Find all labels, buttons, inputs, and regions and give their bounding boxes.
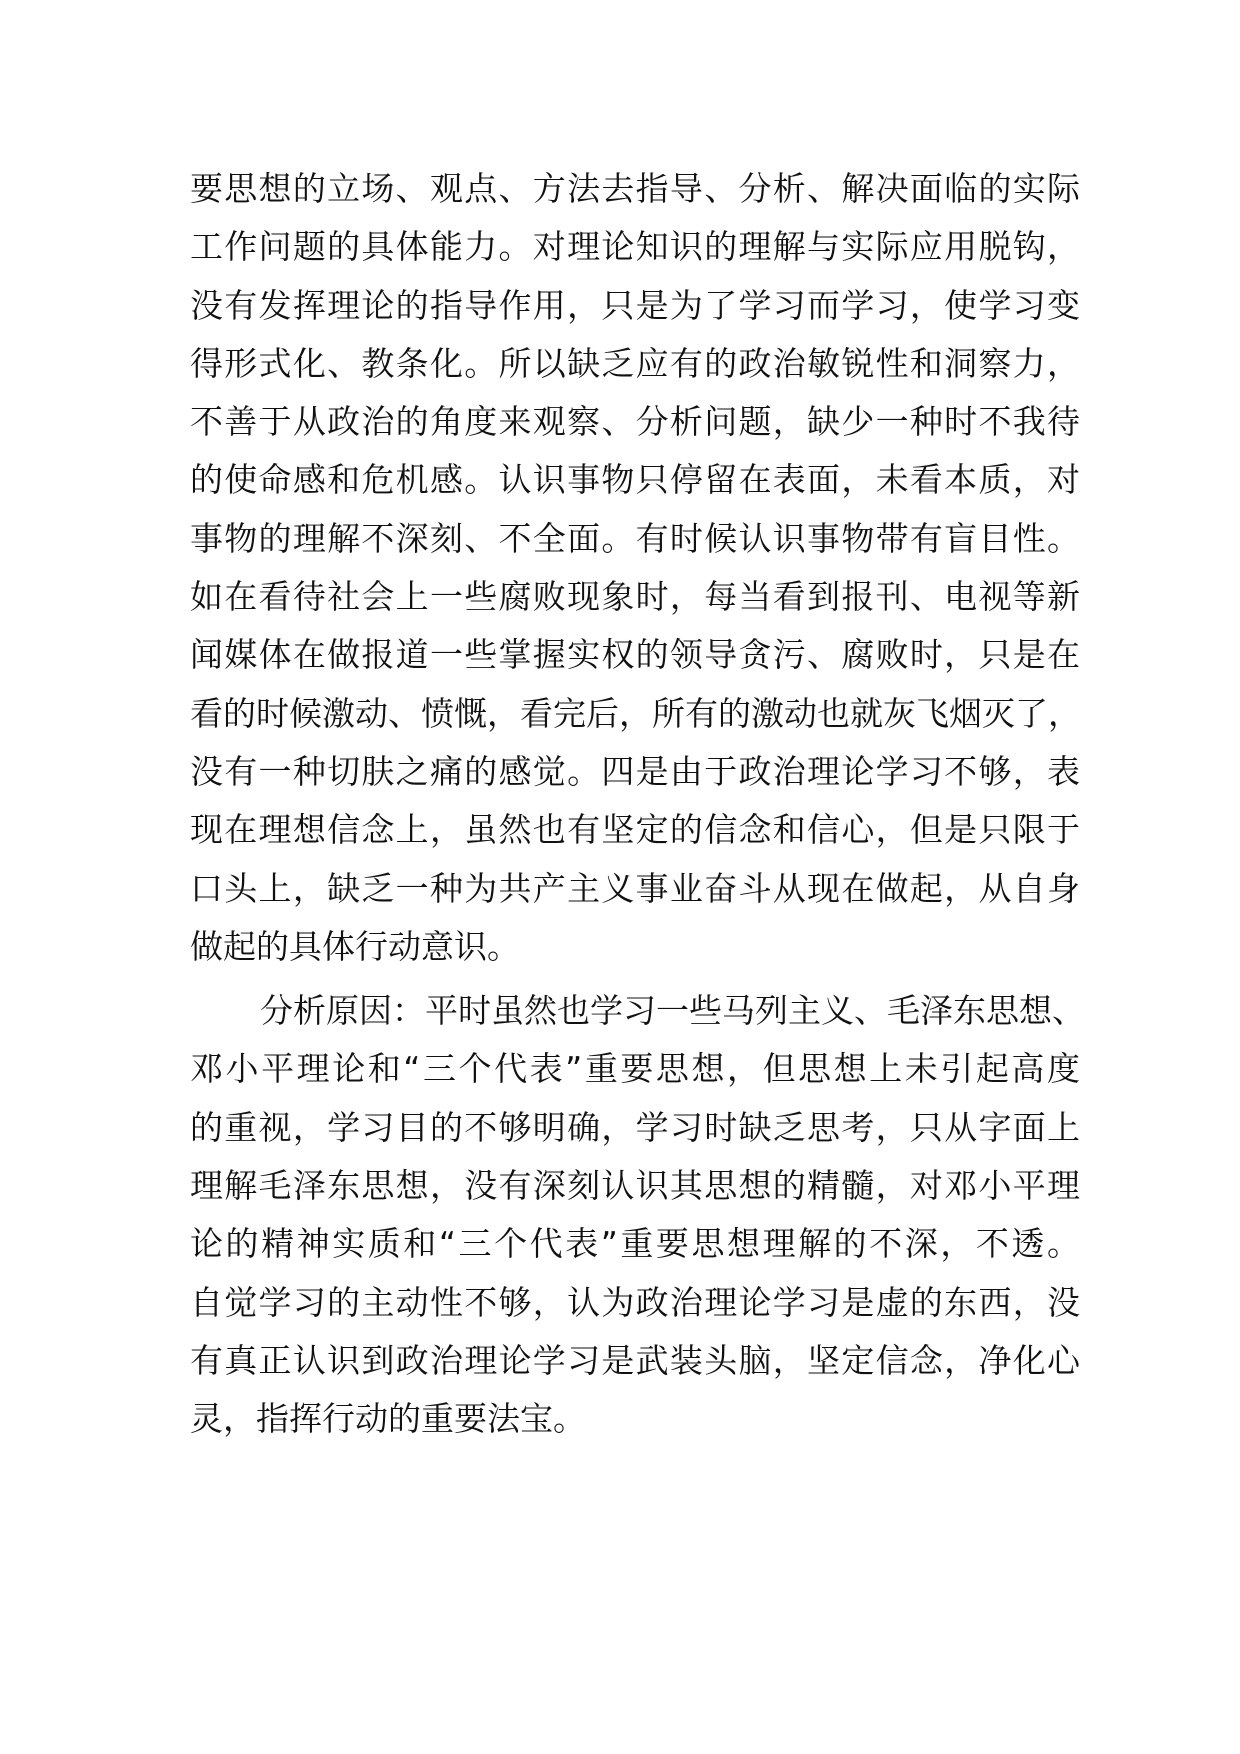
text-line: 有真正认识到政治理论学习是武装头脑，坚定信念，净化心 [190,1340,1080,1380]
text-line: 的使命感和危机感。认识事物只停留在表面，未看本质，对 [190,460,1080,500]
text-line: 没有一种切肤之痛的感觉。四是由于政治理论学习不够，表 [190,751,1080,791]
text-line: 现在理想信念上，虽然也有坚定的信念和信心，但是只限于 [190,810,1080,850]
text-line: 的重视，学习目的不够明确，学习时缺乏思考，只从字面上 [190,1107,1080,1147]
text-line: 口头上，缺乏一种为共产主义事业奋斗从现在做起，从自身 [190,868,1080,908]
text-line: 事物的理解不深刻、不全面。有时候认识事物带有盲目性。 [190,518,1080,558]
text-line: 灵，指挥行动的重要法宝。 [190,1399,586,1439]
text-line: 闻媒体在做报道一些掌握实权的领导贪污、腐败时，只是在 [190,635,1080,675]
paragraph-1 [190,160,1080,976]
text-line: 邓小平理论和“三个代表”重要思想，但思想上未引起高度 [190,1049,1080,1089]
text-line: 看的时候激动、愤慨，看完后，所有的激动也就灰飞烟灭了， [190,693,1081,733]
text-line: 不善于从政治的角度来观察、分析问题，缺少一种时不我待 [190,402,1080,442]
paragraph-2 [190,982,1085,1448]
text-line: 论的精神实质和“三个代表”重要思想理解的不深，不透。 [190,1224,1080,1264]
text-line: 分析原因：平时虽然也学习一些马列主义、毛泽东思想、 [260,991,1085,1031]
text-line: 做起的具体行动意识。 [190,926,520,966]
text-line: 没有发挥理论的指导作用，只是为了学习而学习，使学习变 [190,285,1080,325]
text-line: 要思想的立场、观点、方法去指导、分析、解决面临的实际 [190,169,1080,208]
text-line: 工作问题的具体能力。对理论知识的理解与实际应用脱钩， [190,227,1080,267]
text-line: 自觉学习的主动性不够，认为政治理论学习是虚的东西，没 [190,1282,1080,1322]
text-line: 理解毛泽东思想，没有深刻认识其思想的精髓，对邓小平理 [190,1166,1080,1206]
text-line: 如在看待社会上一些腐败现象时，每当看到报刊、电视等新 [190,577,1080,617]
body-text [190,160,1085,1449]
text-line: 得形式化、教条化。所以缺乏应有的政治敏锐性和洞察力， [190,343,1080,383]
